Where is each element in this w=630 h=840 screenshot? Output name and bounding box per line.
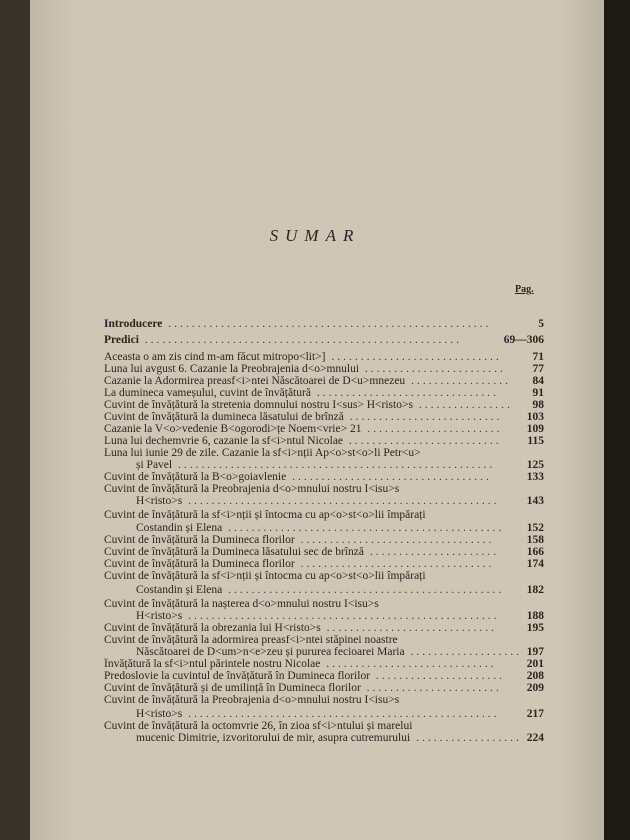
toc-entry-title: Cuvint de învățătură la Dumineca florilor: [104, 558, 295, 570]
page-column-header: Pag.: [515, 284, 534, 295]
toc-entry: [104, 509, 544, 521]
toc-page-number: 201: [526, 658, 544, 670]
toc-entry-title: Introducere: [104, 318, 163, 330]
toc-entry-title: Luna lui dechemvrie 6, cazanie la sf<i>ntul Nicolae: [104, 435, 344, 447]
toc-page-number: 182: [526, 584, 544, 596]
toc-entry-title: Cuvint de învățătură la B<o>goiavlenie: [104, 471, 287, 483]
toc-entry-title: Cuvint de învățătură la nașterea d<o>mnului nostru I<isu>s: [104, 598, 379, 610]
toc-entry-title: Cuvint de învățătură la dumineca lăsatului de brînză: [104, 411, 344, 423]
toc-page-number: 188: [526, 610, 544, 622]
toc-entry: [120, 584, 544, 596]
toc-entry: [104, 387, 544, 399]
toc-page-number: 98: [532, 399, 544, 411]
toc-entry: [104, 435, 544, 447]
toc-entry: [104, 570, 544, 582]
dot-leader: ......................: [370, 670, 506, 682]
toc-page-number: 5: [538, 318, 544, 330]
dot-leader: .....................................................: [182, 495, 500, 507]
toc-entry-title: Cuvint de învățătură la obrezania lui H<risto>s: [104, 622, 321, 634]
toc-entry: [120, 708, 544, 720]
toc-entry-title: Cazanie la Adormirea preasf<i>ntei Născătoarei de D<u>mnezeu: [104, 375, 406, 387]
toc-entry-title: La dumineca vameșului, cuvint de învățătură: [104, 387, 311, 399]
toc-entry-title: Luna lui avgust 6. Cazanie la Preobrajenia d<o>mnului: [104, 363, 360, 375]
toc-entry: [104, 546, 544, 558]
toc-entry-title: Cuvint de învățătură la Preobrajenia d<o>mnului nostru I<isu>s: [104, 694, 400, 706]
dot-leader: ................: [412, 399, 513, 411]
right-background: [604, 0, 630, 840]
toc-page-number: 71: [532, 351, 544, 363]
toc-entry: [104, 318, 544, 330]
toc-page-number: 166: [526, 546, 544, 558]
toc-entry: [120, 522, 544, 534]
toc-entry: [120, 459, 544, 471]
toc-entry: [104, 658, 544, 670]
toc-entry-title: Născătoarei de D<um>n<e>zeu și pururea fecioarei Maria: [136, 646, 405, 658]
dot-leader: ...............................................: [222, 522, 505, 534]
page-title: SUMAR: [269, 226, 361, 245]
dot-leader: .....................................................: [182, 610, 500, 622]
toc-page-number: 109: [526, 423, 544, 435]
toc-page-number: 115: [527, 435, 544, 447]
toc-entry-title: Cuvint de învățătură la Preobrajenia d<o>mnului nostru I<isu>s: [104, 483, 400, 495]
toc-entry-title: Cuvint de învățătură la stretenia domnului nostru I<sus> H<risto>s: [104, 399, 413, 411]
toc-entry-title: Cazanie la V<o>vedenie B<ogorodi>țe Noem<vrie> 21: [104, 423, 362, 435]
toc-entry: [104, 399, 544, 411]
dot-leader: .............................: [320, 658, 497, 670]
toc-entry-title: Aceasta o am zis cind m-am făcut mitropo<lit>]: [104, 351, 326, 363]
dot-leader: ...............................: [310, 387, 499, 399]
toc-entry: [104, 334, 544, 346]
toc-entry-title: Cuvint de învățătură la octomvrie 26, în zioa sf<i>ntului și marelui: [104, 720, 413, 732]
toc-entry-title: Cuvint de învățătură la sf<i>nții și întocma cu ap<o>st<o>lii împărați: [104, 509, 426, 521]
toc-entry-title: Costandin și Elena: [136, 522, 223, 534]
dot-leader: ..........................: [343, 435, 502, 447]
dot-leader: ..........................: [343, 411, 503, 423]
toc-entry: [104, 682, 544, 694]
toc-page-number: 158: [526, 534, 544, 546]
dot-leader: ..................: [410, 732, 522, 744]
toc-page-number: 174: [526, 558, 544, 570]
toc-entry-title: H<risto>s: [136, 610, 183, 622]
toc-entry: [104, 363, 544, 375]
toc-entry: [104, 411, 544, 423]
toc-page-number: 195: [526, 622, 544, 634]
dot-leader: .............................: [320, 622, 497, 634]
toc-page-number: 224: [526, 732, 544, 744]
dot-leader: ........................: [359, 363, 506, 375]
toc-entry-title: Predici: [104, 334, 139, 346]
toc-entry-title: Cuvint de învățătură și de umilință în Dumineca florilor: [104, 682, 361, 694]
toc-entry-title: Învățătură la sf<i>ntul părintele nostru Nicolae: [104, 658, 321, 670]
dot-leader: .......................: [360, 682, 502, 694]
dot-leader: .......................................................: [162, 318, 492, 330]
toc-page-number: 77: [532, 363, 544, 375]
dot-leader: ......................: [363, 546, 500, 558]
toc-entry: [104, 423, 544, 435]
toc-entry: [120, 732, 544, 744]
toc-entry: [120, 646, 544, 658]
toc-page-number: 208: [526, 670, 544, 682]
toc-page-number: 152: [526, 522, 544, 534]
toc-entry-title: Cuvint de învățătură la adormirea preasf<i>ntei stăpinei noastre: [104, 634, 398, 646]
toc-page-number: 84: [532, 375, 544, 387]
toc-entry: [104, 634, 544, 646]
toc-entry-title: Predoslovie la cuvintul de învățătură în Dumineca florilor: [104, 670, 371, 682]
toc-entry: [104, 447, 544, 459]
toc-page-number: 143: [526, 495, 544, 507]
toc-entry-title: H<risto>s: [136, 495, 183, 507]
toc-entry: [104, 720, 544, 732]
dot-leader: .............................: [325, 351, 502, 363]
dot-leader: .................: [405, 375, 511, 387]
toc-entry-title: Cuvint de învățătură la sf<i>nții și întocma cu ap<o>st<o>lii împărați: [104, 570, 426, 582]
left-page-edge: [0, 0, 30, 840]
toc-page-number: 69—306: [503, 334, 544, 346]
toc-entry: [120, 495, 544, 507]
dot-leader: .....................................................: [182, 708, 500, 720]
toc-page-number: 133: [526, 471, 544, 483]
toc-entry: [104, 483, 544, 495]
dot-leader: ...............................................: [222, 584, 505, 596]
dot-leader: .................................: [294, 534, 495, 546]
toc-page-number: 209: [526, 682, 544, 694]
toc-entry: [104, 670, 544, 682]
toc-entry-title: Costandin și Elena: [136, 584, 223, 596]
dot-leader: .................................: [294, 558, 495, 570]
toc-entry-title: Cuvint de învățătură la Dumineca lăsatului sec de brînză: [104, 546, 364, 558]
toc-entry: [104, 534, 544, 546]
toc-entry-title: mucenic Dimitrie, izvoritorului de mir, asupra cutremurului: [136, 732, 411, 744]
dot-leader: ..................................: [286, 471, 492, 483]
toc-entry-title: Cuvint de învățătură la Dumineca florilor: [104, 534, 295, 546]
toc-entry: [120, 610, 544, 622]
toc-entry: [104, 694, 544, 706]
toc-page-number: 103: [526, 411, 544, 423]
toc-entry: [104, 558, 544, 570]
toc-page-number: 197: [526, 646, 544, 658]
toc-entry: [104, 471, 544, 483]
toc-entry: [104, 622, 544, 634]
dot-leader: ......................................................: [172, 459, 496, 471]
dot-leader: ......................................................: [138, 334, 463, 346]
toc-page-number: 125: [526, 459, 544, 471]
toc-entry-title: și Pavel: [136, 459, 173, 471]
toc-page-number: 217: [526, 708, 544, 720]
dot-leader: .......................: [361, 423, 503, 435]
toc-page-number: 91: [532, 387, 544, 399]
toc-entry: [104, 375, 544, 387]
toc-entry-title: Luna lui iunie 29 de zile. Cazanie la sf<i>nții Ap<o>st<o>li Petr<u>: [104, 447, 421, 459]
toc-entry-title: H<risto>s: [136, 708, 183, 720]
toc-entry: [104, 351, 544, 363]
toc-entry: [104, 598, 544, 610]
dot-leader: ...................: [404, 646, 523, 658]
